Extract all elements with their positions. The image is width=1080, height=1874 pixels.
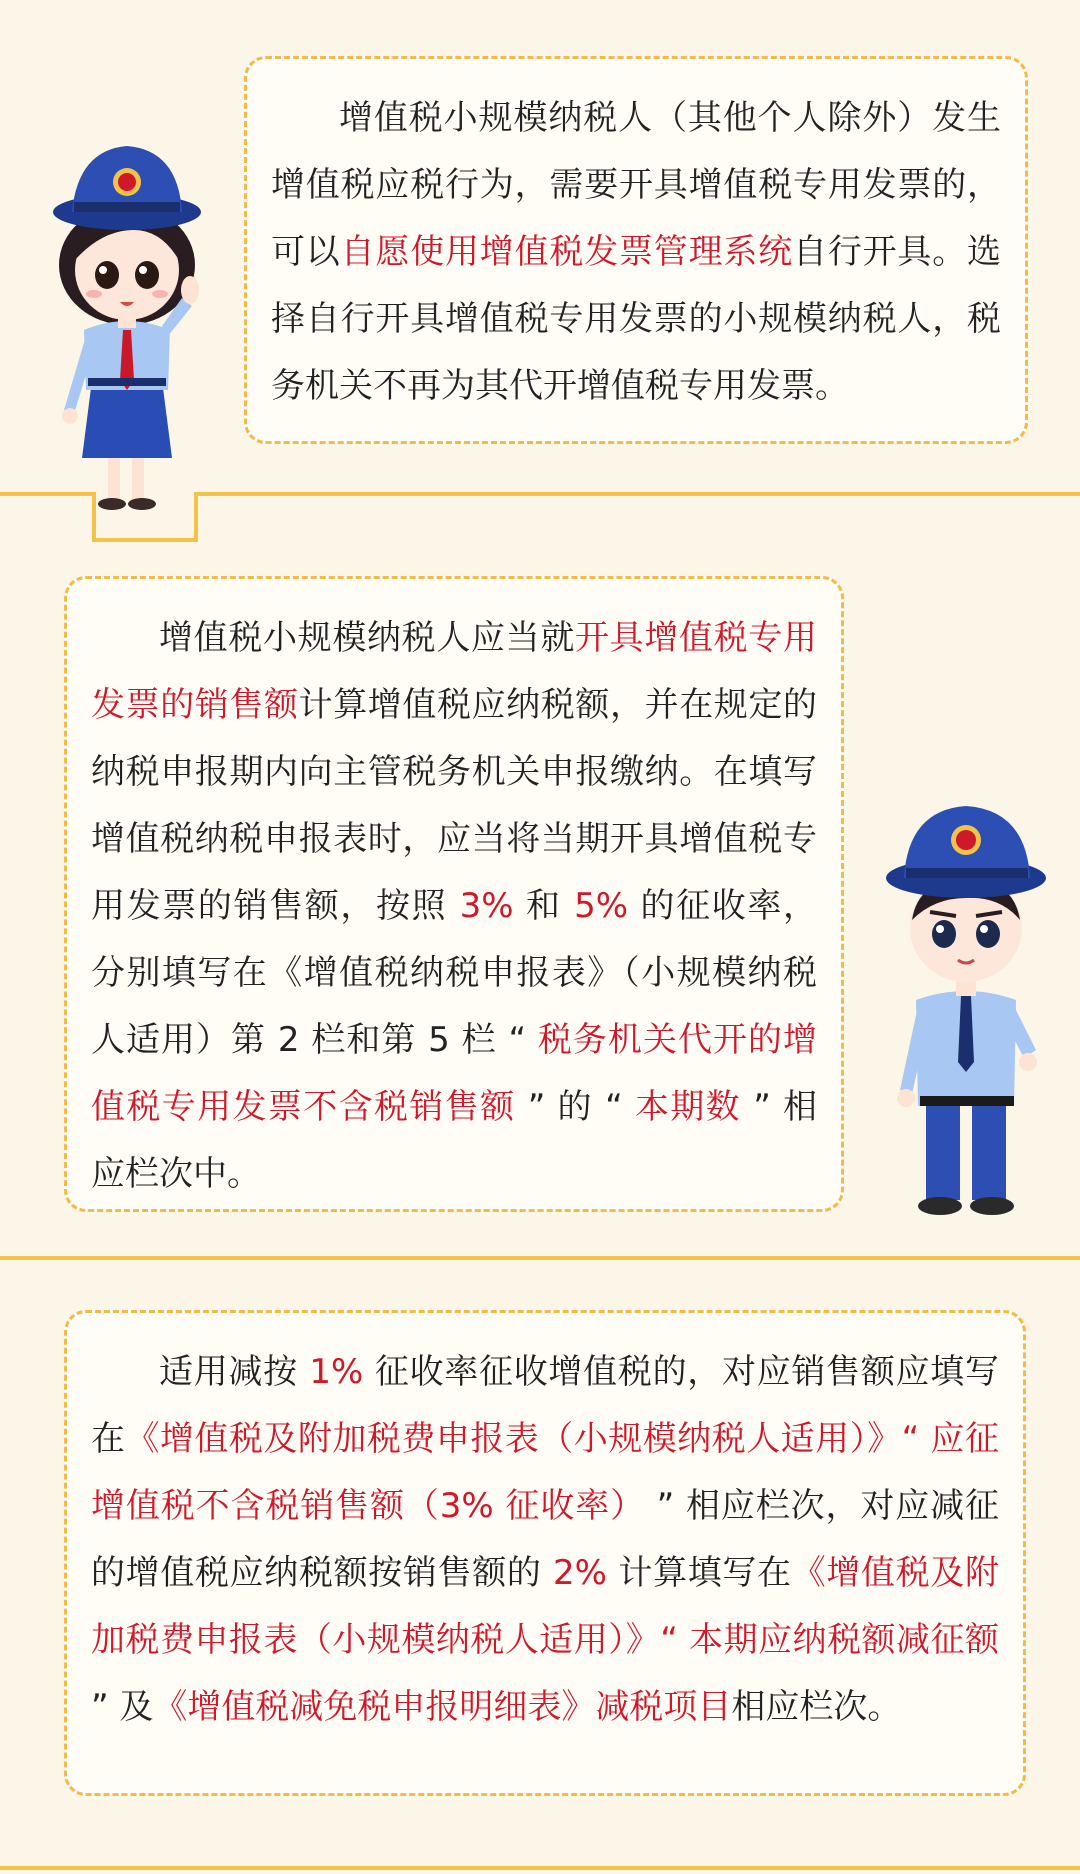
card3-rate-2: 2% — [553, 1553, 607, 1593]
tax-officer-woman-illustration — [22, 80, 232, 520]
divider-bottom — [0, 1866, 1080, 1870]
card3-highlight-2: 《增值税及附加税费申报表（小规模纳税人适用）》“ 本期应纳税额减征额 — [91, 1553, 1000, 1660]
card2-rate-5: 5% — [574, 886, 629, 926]
card2-highlight-3: 本期数 — [634, 1087, 742, 1127]
card3-text-6: 相应栏次。 — [731, 1687, 902, 1727]
divider-middle — [0, 1256, 1080, 1260]
card3-text-2: 征收率征收增值税的，对应销售额应填写在 — [91, 1352, 1000, 1459]
card1-highlight-1: 自愿使用增值税发票管理系统 — [340, 232, 794, 272]
card2-text-2: 计算增值税应纳税额，并在规定的纳税申报期内向主管税务机关申报缴纳。在填写增值税纳税申报表时，应当将当期开具增值税专用发票的销售额，按照 — [91, 685, 818, 926]
card2-text-1: 增值税小规模纳税人应当就 — [159, 618, 575, 658]
card3-rate-1: 1% — [309, 1352, 364, 1392]
card1-text-2: 自行开具。选择自行开具增值税专用发票的小规模纳税人，税务机关不再为其代开增值税专用发票。 — [271, 232, 1002, 406]
card3-highlight-3: 《增值税减免税申报明细表》减税项目 — [153, 1687, 732, 1727]
card3-text-3: ” 相应栏次，对应减征的增值税应纳税额按销售额的 — [91, 1486, 1000, 1593]
card2-rate-3: 3% — [459, 886, 514, 926]
card3-highlight-1: 《增值税及附加税费申报表（小规模纳税人适用）》“ 应征增值税不含税销售额（3% 征收率） — [91, 1419, 999, 1526]
card1-text-1: 增值税小规模纳税人（其他个人除外）发生增值税应税行为，需要开具增值税专用发票的，可以 — [271, 98, 1001, 272]
card2-paragraph — [91, 605, 817, 1208]
card2-highlight-1: 开具增值税专用发票的销售额 — [91, 618, 817, 725]
card1-paragraph — [271, 85, 1001, 420]
card3-text-5: ” 及 — [91, 1687, 154, 1727]
card3-paragraph — [91, 1339, 999, 1741]
info-card-reduced-rate — [64, 1310, 1026, 1796]
card2-text-3: 和 — [513, 886, 575, 926]
card3-text-1: 适用减按 — [159, 1352, 310, 1392]
card2-text-4: 的征收率，分别填写在《增值税纳税申报表》（小规模纳税人适用）第 2 栏和第 5 栏 “ — [91, 886, 818, 1060]
tax-officer-man-illustration — [868, 800, 1064, 1230]
card2-text-6: ” 相应栏次中。 — [91, 1087, 818, 1194]
card2-highlight-2: 税务机关代开的增值税专用发票不含税销售额 — [91, 1020, 817, 1127]
card2-text-5: ” 的 “ — [515, 1087, 635, 1127]
info-card-declaration — [64, 576, 844, 1212]
card3-text-4: 计算填写在 — [606, 1553, 792, 1593]
info-card-self-issue — [244, 56, 1028, 444]
